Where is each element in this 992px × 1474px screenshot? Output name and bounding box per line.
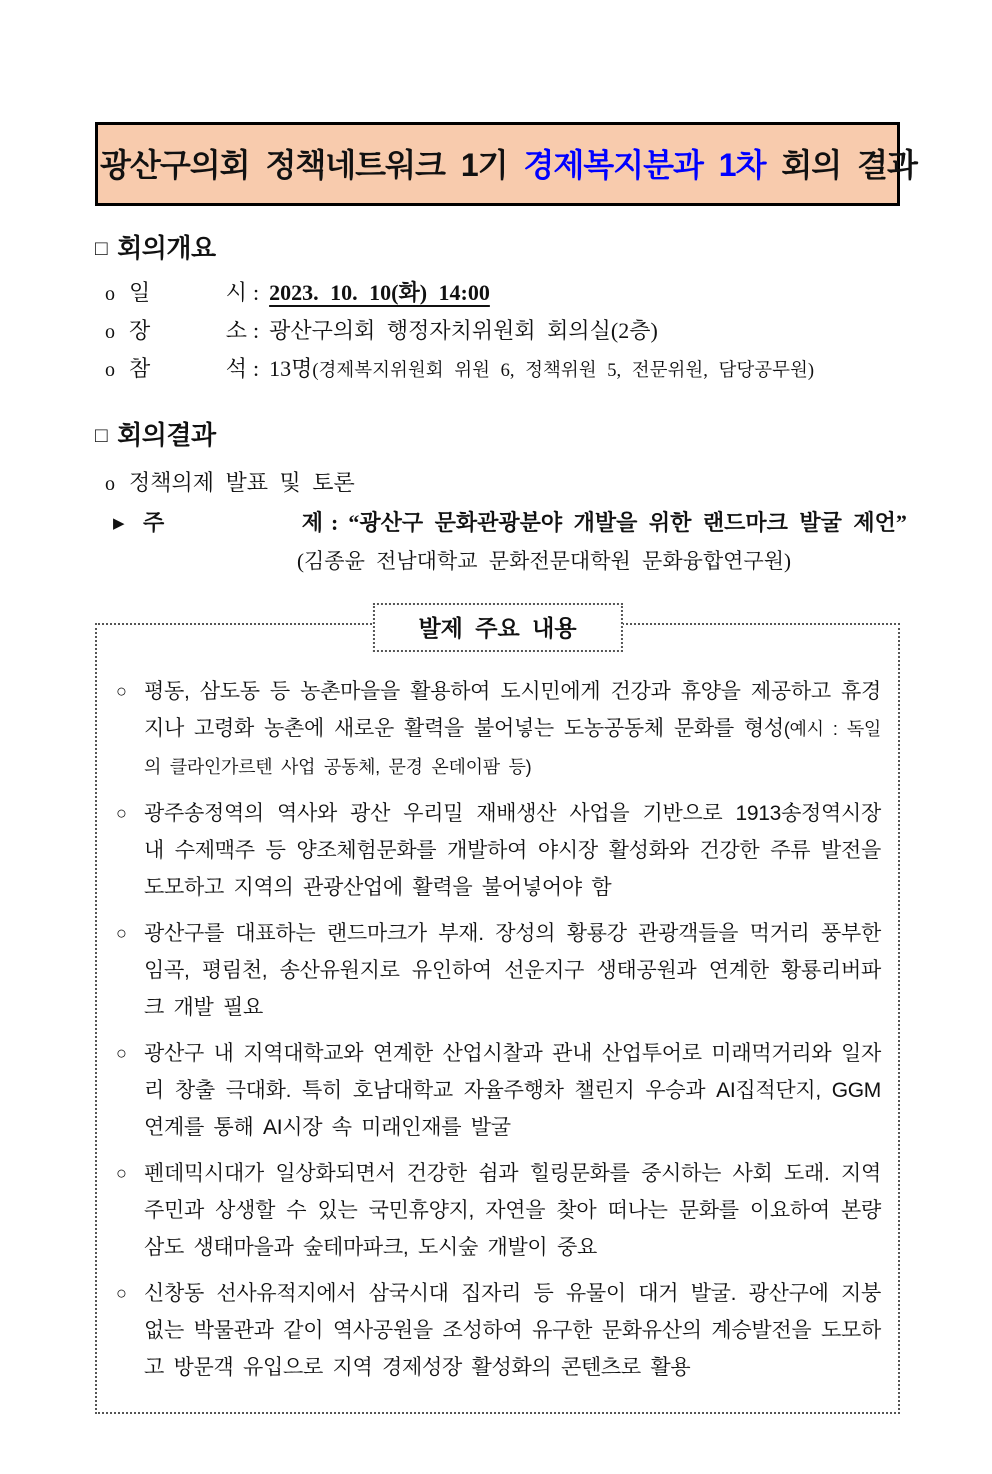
bullet-main-text: 평동, 삼도동 등 농촌마을을 활용하여 도시민에게 건강과 휴양을 제공하고 휴경지나 고령화 농촌에 새로운 활력을 불어넣는 도농공동체 문화를 형성 [144,680,881,740]
results-heading [95,415,900,452]
circle-bullet-icon: o [105,321,115,343]
subject-quote: “광산구 문화관광분야 개발을 위한 랜드마크 발굴 제언” [348,510,907,535]
bullet-main-text: 펜데믹시대가 일상화되면서 건강한 쉼과 힐링문화를 중시하는 사회 도래. 지역주민과 상생할 수 있는 국민휴양지, 자연을 찾아 떠나는 문화를 이요하여 본량삼도 생태마을과 숲테마파크, 도시숲 개발이 중요 [144,1162,881,1259]
circle-bullet-icon: o [105,473,115,495]
bullet-text [144,795,881,906]
label-char-second: 소 [225,318,247,343]
bullet-main-text: 광주송정역의 역사와 광산 우리밀 재배생산 사업을 기반으로 1913송정역시장 내 수제맥주 등 양조체험문화를 개발하여 야시장 활성화와 건강한 주류 발전을 도모하고 지역의 관광산업에 활력을 불어넣어야 함 [144,802,881,899]
meeting-place-label [129,317,247,345]
meeting-attendees-label [129,355,247,383]
meeting-date-row [105,279,900,308]
meeting-attendees-count: 13명 [269,356,313,381]
square-bullet-icon: □ [95,424,108,447]
summary-bullet-item [114,673,881,786]
meeting-place-row [105,317,900,346]
box-header-title: 발제 주요 내용 [372,603,622,652]
meeting-attendees-detail: (경제복지위원회 위원 6, 정책위원 5, 전문위원, 담당공무원) [312,361,815,381]
circle-outline-bullet-icon: ○ [116,681,127,701]
meeting-date-label [129,279,247,307]
circle-outline-bullet-icon: ○ [116,1283,127,1303]
summary-bullet-item [114,1275,881,1386]
circle-outline-bullet-icon: ○ [116,1163,127,1183]
label-char-first: 참 [129,356,151,381]
presentation-summary-box [95,615,900,1414]
title-banner [95,122,917,206]
subject-row [113,506,907,537]
label-char-second: 석 [225,356,247,381]
label-char-second: 시 [225,280,247,305]
meeting-place-value: 광산구의회 행정자치위원회 회의실(2층) [269,318,658,343]
bullet-text [144,915,881,1026]
label-char-first: 일 [129,280,151,305]
label-char-first: 주 [143,510,165,535]
square-bullet-icon: □ [95,237,108,260]
label-char-second: 제 [301,510,323,535]
colon-separator: : [253,280,260,305]
colon-separator: : [331,510,339,535]
overview-heading-label: 회의개요 [117,233,216,263]
meeting-attendees-row [105,355,900,385]
colon-separator: : [253,356,260,381]
bullet-small-text: (예시 : 독일의 클라인가르텐 사업 공동체, 문경 온데이팜 등) [144,719,881,777]
title-part-1: 광산구의회 정책네트워크 1기 [100,147,524,183]
overview-heading [95,228,900,265]
bullet-text [144,673,881,786]
summary-bullet-item [114,1155,881,1266]
subject-attribution: (김종윤 전남대학교 문화전문대학원 문화융합연구원) [297,549,792,573]
bullet-text [144,1275,881,1386]
bullet-text [144,1155,881,1266]
label-char-first: 장 [129,318,151,343]
arrow-marker-icon: ▶ [113,516,125,532]
results-heading-label: 회의결과 [117,420,216,450]
bullet-text [144,1035,881,1146]
bullet-main-text: 신창동 선사유적지에서 삼국시대 집자리 등 유물이 대거 발굴. 광산구에 지붕 없는 박물관과 같이 역사공원을 조성하여 유구한 문화유산의 계승발전을 도모하고 방문객 유입으로 지역 경제성장 활성화의 콘텐츠로 활용 [144,1282,881,1379]
summary-bullet-item [114,795,881,906]
agenda-text: 정책의제 발표 및 토론 [129,470,355,495]
bullet-main-text: 광산구를 대표하는 랜드마크가 부재. 장성의 황룡강 관광객들을 먹거리 풍부한 임곡, 평림천, 송산유원지로 유인하여 선운지구 생태공원과 연계한 황룡리버파크 개발 필요 [144,922,881,1019]
title-part-2: 회의 결과 [765,147,917,183]
agenda-row [105,466,900,497]
circle-outline-bullet-icon: ○ [116,1043,127,1063]
title-part-highlight: 경제복지분과 1차 [523,147,766,183]
circle-bullet-icon: o [105,359,115,381]
summary-bullet-item [114,1035,881,1146]
circle-outline-bullet-icon: ○ [116,803,127,823]
circle-bullet-icon: o [105,283,115,305]
summary-bullet-item [114,915,881,1026]
meeting-date-value: 2023. 10. 10(화) 14:00 [269,280,490,305]
subject-label [143,506,323,537]
circle-outline-bullet-icon: ○ [116,923,127,943]
bullet-main-text: 광산구 내 지역대학교와 연계한 산업시찰과 관내 산업투어로 미래먹거리와 일자리 창출 극대화. 특히 호남대학교 자율주행차 챌린지 우승과 AI집적단지, GGM 연계를 통해 AI시장 속 미래인재를 발굴 [144,1042,881,1139]
colon-separator: : [253,318,260,343]
